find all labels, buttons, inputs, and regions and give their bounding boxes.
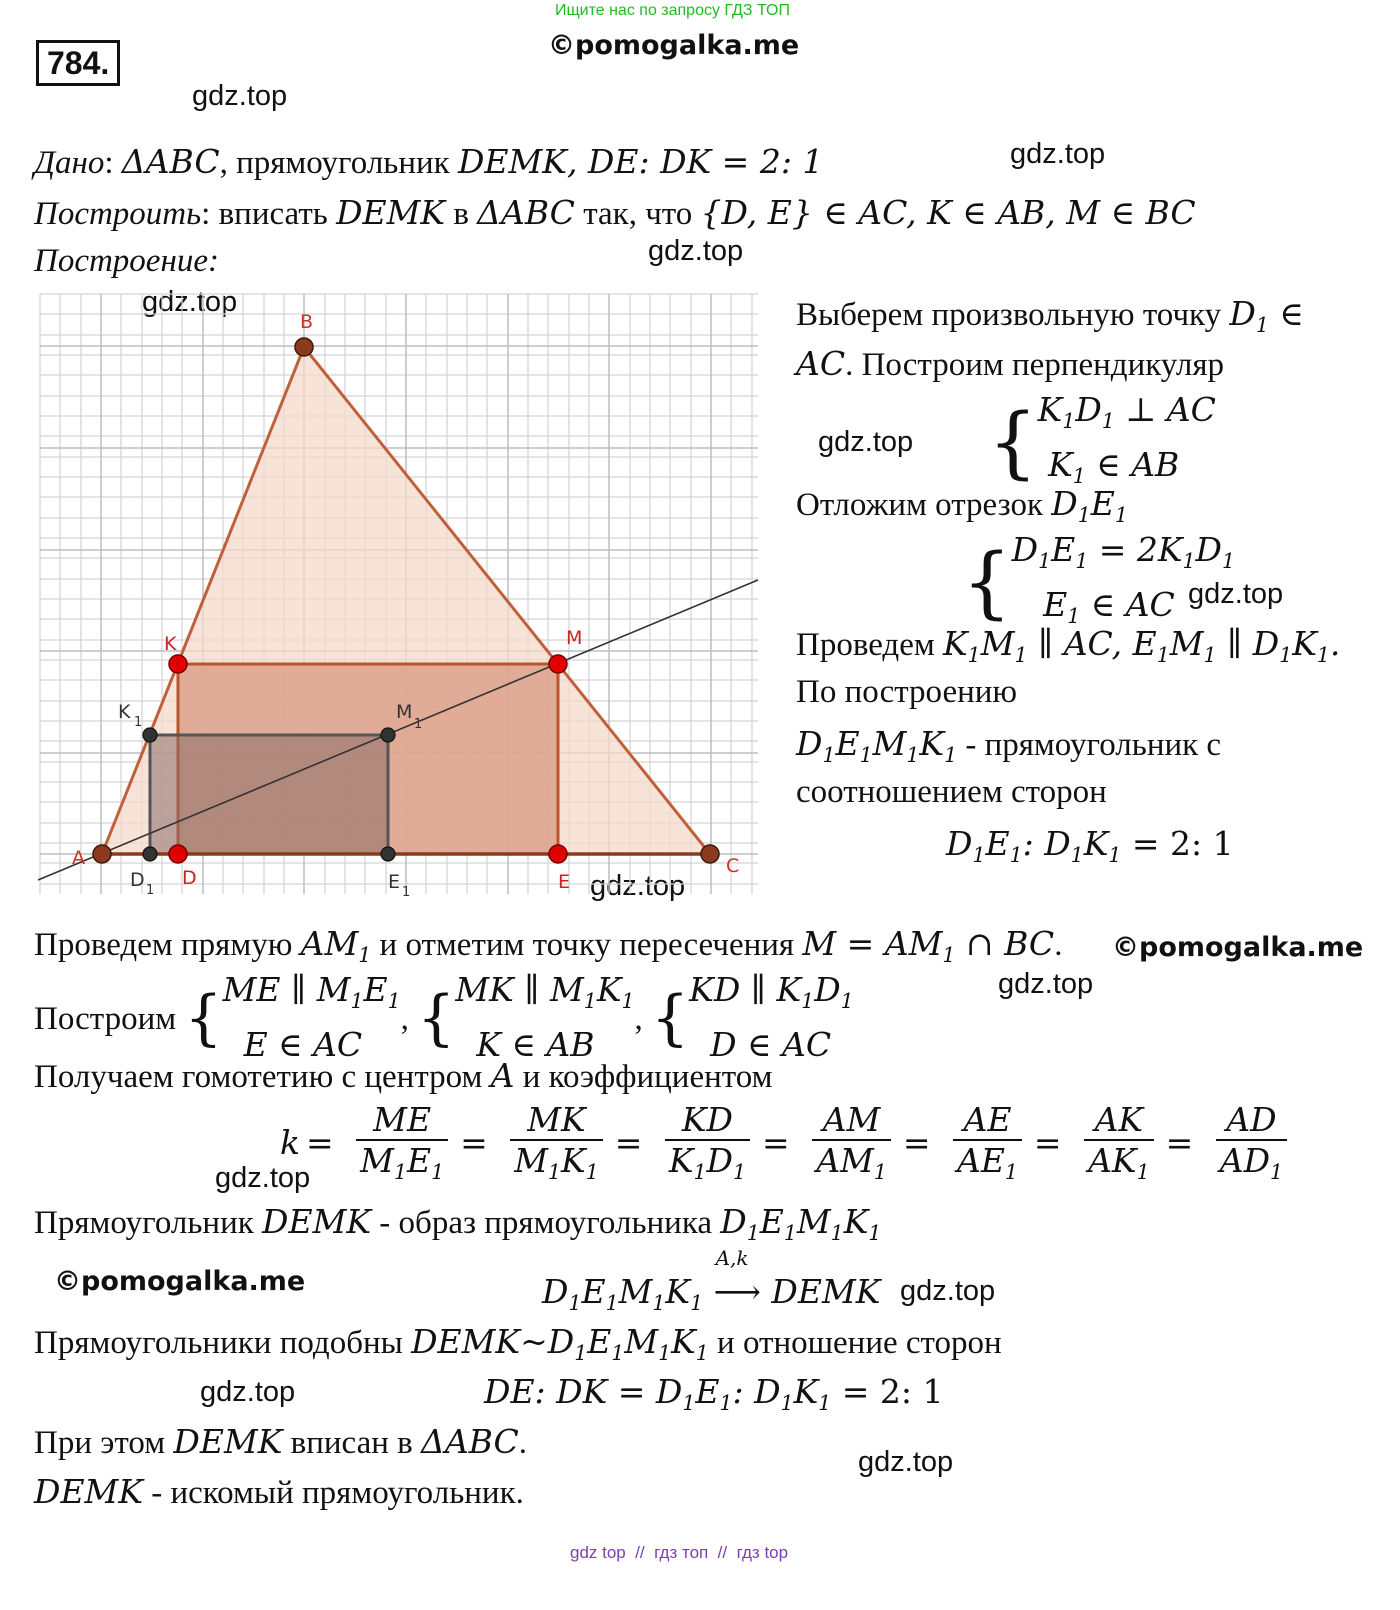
label-b: B [300, 311, 314, 333]
text: и коэффициентом [514, 1059, 773, 1095]
fraction: $\frac{AK}{AK_1}$ [1084, 1100, 1154, 1184]
watermark: gdz.top [215, 1162, 311, 1194]
watermark: gdz.top [590, 870, 686, 902]
label-m1-sub: 1 [414, 717, 423, 732]
brace: { [962, 538, 1012, 629]
row: $D_1E_1 = 2K_1D_1$ [1011, 530, 1236, 574]
right-line-7: соотношением сторон [796, 774, 1107, 810]
bottom-line-4 [34, 1202, 881, 1245]
text: Прямоугольник [34, 1205, 263, 1241]
construction-figure [34, 288, 764, 900]
construct-triangle: ΔABC [477, 193, 575, 232]
right-line-5: По построению [796, 674, 1018, 710]
label-k1-sub: 1 [134, 715, 143, 730]
fraction: $\frac{AD}{AD_1}$ [1216, 1100, 1287, 1184]
brace: { [988, 398, 1038, 489]
given-text: , прямоугольник [219, 145, 458, 181]
k: k [280, 1122, 300, 1162]
label-a: A [72, 847, 85, 869]
bottom-line-5 [34, 1322, 1002, 1365]
given-rect: DEMK, DE: DK = 2: 1 [457, 142, 824, 181]
sub: 1 [1077, 503, 1091, 528]
fraction: $\frac{KD}{K_1D_1}$ [665, 1100, 750, 1184]
bottom-line-2 [34, 968, 854, 1067]
system [1012, 528, 1235, 638]
label-k1: K [118, 701, 131, 723]
fraction: $\frac{MK}{M_1K_1}$ [510, 1100, 602, 1184]
watermark: gdz.top [858, 1446, 954, 1478]
text: - образ прямоугольника [371, 1205, 721, 1241]
text: Прямоугольники подобны [34, 1325, 412, 1361]
math: ∈ [1268, 294, 1304, 333]
bottom-line-1 [34, 924, 1062, 967]
point-d1 [143, 847, 157, 861]
label-d: D [182, 867, 197, 889]
text: При этом [34, 1425, 174, 1461]
watermark: gdz.top [192, 80, 288, 112]
point-k1 [143, 728, 157, 742]
text: Получаем гомотетию с центром [34, 1059, 491, 1095]
watermark: gdz.top [998, 968, 1094, 1000]
point-e1 [381, 847, 395, 861]
point-e [549, 845, 567, 863]
watermark: gdz.top [200, 1376, 296, 1408]
fraction: $\frac{AM}{AM_1}$ [812, 1100, 891, 1184]
construct-rect: DEMK [336, 193, 446, 232]
comma: , [634, 1000, 643, 1037]
text: Проведем прямую [34, 927, 301, 963]
point-m [549, 655, 567, 673]
rectangle-d1e1m1k1 [150, 735, 388, 854]
bottom-line-6: DE: DK = $D_1E_1$: $D_1K_1 = 2$: 1 [484, 1372, 944, 1416]
math: $K_1M_1$ ∥ AC, $E_1M_1$ ∥ $D_1K_1$. [943, 624, 1341, 668]
construct-text: в [445, 196, 478, 232]
label-m1: M [396, 701, 413, 723]
right-line-8: $D_1E_1$: $D_1K_1 = 2$: 1 [946, 824, 1234, 868]
text: Построим [34, 1000, 177, 1037]
text: Проведем [796, 627, 944, 663]
math: AC [796, 344, 846, 383]
bottom-line-8 [34, 1472, 524, 1512]
comma: , [400, 1000, 409, 1037]
given-triangle: ΔABC [121, 142, 220, 181]
label-e1: E [388, 871, 401, 893]
point-b [295, 338, 313, 356]
text: - прямоугольник с [957, 727, 1222, 763]
footer-links[interactable]: gdz top // гдз топ // гдз top [570, 1543, 789, 1562]
brand-watermark: ©pomogalka.me [548, 30, 800, 61]
text: Отложим отрезок [796, 487, 1052, 523]
label-c: C [726, 855, 740, 877]
math: A [490, 1056, 515, 1095]
math: $DEMK\sim D_1E_1M_1K_1$ [411, 1322, 709, 1366]
label-d1: D [130, 869, 145, 891]
bottom-line-7 [34, 1422, 527, 1462]
math: DEMK [262, 1202, 372, 1241]
text: . [518, 1425, 528, 1461]
row: $K_1$ ∈ AB [1048, 445, 1180, 489]
given-line: Дано: ΔABC, прямоугольник DEMK, DE: DK = 2: 1 [34, 142, 824, 181]
text: . [1054, 927, 1063, 963]
right-system-1 [988, 388, 1216, 498]
point-c [701, 845, 719, 863]
text: и отметим точку пересечения [371, 927, 803, 963]
system [1038, 388, 1216, 498]
sub: 1 [1114, 503, 1128, 528]
construct-conditions: {D, E} ∈ AC, K ∈ AB, M ∈ BC [700, 193, 1196, 232]
row: $K_1D_1$ ⊥ AC [1037, 390, 1216, 434]
homothety-ratio: k = $\frac{ME}{M_1E_1}$ = $\frac{MK}{M_1K_1}$ = $\frac{KD}{K_1D_1}$ = $\frac{AM}{AM_1}$ = $\frac{AE}{AE_1}$ = $\frac{AK}{AK_1}$ = $\frac{AD}{AD_1}$ [280, 1100, 1293, 1184]
text: вписан в [282, 1425, 421, 1461]
text: - искомый прямоугольник. [143, 1475, 524, 1511]
brand-watermark: ©pomogalka.me [54, 1266, 306, 1297]
sub: 1 [1255, 313, 1269, 338]
right-line-3 [796, 484, 1128, 527]
right-line-2 [796, 344, 1224, 384]
construct-line [34, 193, 1196, 233]
label-e: E [558, 871, 571, 893]
construct-text: так, что [574, 196, 701, 232]
row: $E_1$ ∈ AC [1043, 585, 1175, 629]
text: . Построим перпендикуляр [845, 347, 1224, 383]
system-3: {KD ∥ $K_1D_1$ D ∈ AC [650, 970, 854, 1065]
watermark: gdz.top [900, 1275, 996, 1307]
math: $AM_1$ [300, 924, 372, 968]
math: DEMK [173, 1422, 283, 1461]
construct-label: Построить [34, 196, 202, 232]
watermark: gdz.top [142, 286, 238, 318]
point-m1 [381, 728, 395, 742]
math: $M = AM_1$ ∩ BC [802, 924, 1055, 968]
text: и отношение сторон [708, 1325, 1002, 1361]
right-line-4 [796, 624, 1340, 667]
math: DEMK [34, 1472, 143, 1511]
system-1: {ME ∥ $M_1E_1$ E ∈ AC [184, 970, 401, 1065]
fraction: $\frac{ME}{M_1E_1}$ [356, 1100, 448, 1184]
right-line-1 [796, 294, 1304, 337]
math: D [1051, 484, 1078, 523]
watermark: gdz.top [1188, 578, 1284, 610]
given-label: Дано [34, 145, 105, 181]
label-m: M [566, 627, 583, 649]
watermark: gdz.top [818, 426, 914, 458]
math: $D_1E_1M_1K_1$ [796, 724, 958, 768]
right-system-2 [962, 528, 1235, 638]
label-e1-sub: 1 [402, 885, 411, 900]
point-k [169, 655, 187, 673]
right-line-6 [796, 724, 1221, 767]
math: E [1090, 484, 1115, 523]
system-2: {MK ∥ $M_1K_1$ K ∈ AB [417, 970, 635, 1065]
top-banner: Ищите нас по запросу ГДЗ ТОП [555, 2, 790, 19]
point-a [93, 845, 111, 863]
map-arrow: A,k ⟶ [713, 1246, 761, 1311]
bottom-line-3 [34, 1056, 773, 1096]
label-k: K [164, 633, 177, 655]
construction-label: Построение: [34, 243, 219, 279]
math: $D_1E_1M_1K_1$ [720, 1202, 882, 1246]
construct-text: : вписать [201, 196, 337, 232]
brand-watermark: ©pomogalka.me [1112, 932, 1364, 963]
fraction: $\frac{AE}{AE_1}$ [953, 1100, 1022, 1184]
watermark: gdz.top [1010, 138, 1106, 170]
label-d1-sub: 1 [146, 883, 155, 898]
math: D [1229, 294, 1256, 333]
homothety-map: $D_1E_1M_1K_1$ A,k ⟶ DEMK [542, 1246, 881, 1316]
text: Выберем произвольную точку [796, 297, 1230, 333]
problem-number: 784. [36, 40, 120, 86]
map-arrow-label: A,k [715, 1246, 749, 1270]
math: ΔABC [421, 1422, 519, 1461]
construction-label-text: Построение [34, 243, 208, 279]
watermark: gdz.top [648, 235, 744, 267]
point-d [169, 845, 187, 863]
